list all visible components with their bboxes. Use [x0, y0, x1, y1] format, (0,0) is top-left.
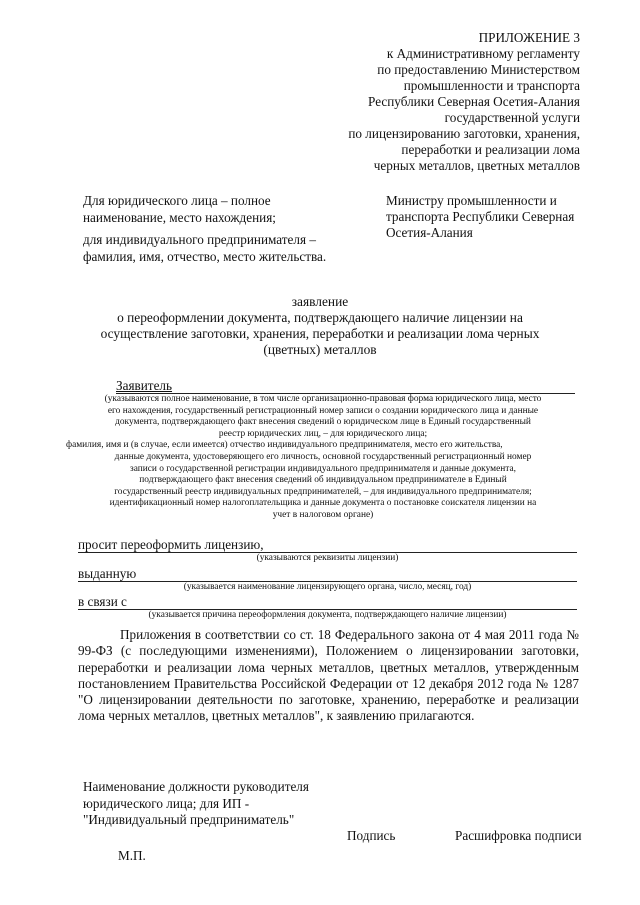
applicant-info-individual: для индивидуального предпринимателя – фамилия, имя, отчество, место жительства. — [83, 232, 327, 264]
reason-label: в связи с — [78, 594, 127, 609]
signatory-position: Наименование должности руководителя юридического лица; для ИП - "Индивидуальный предприниматель" — [83, 779, 309, 827]
title-line: (цветных) металлов — [263, 342, 377, 357]
applicant-note-line: государственный реестр индивидуальных предпринимателей, – для индивидуального предпринимателя; — [114, 486, 532, 497]
request-hint: (указываются реквизиты лицензии) — [256, 553, 399, 563]
applicant-note-line: фамилия, имя и (в случае, если имеется) отчество индивидуального предпринимателя, место его жительства, — [66, 440, 503, 451]
appendix-line: к Административному регламенту — [386, 46, 580, 61]
request-label: просит переоформить лицензию, — [78, 537, 264, 552]
appendix-line: Республики Северная Осетия-Алания — [368, 94, 580, 109]
appendix-line: переработки и реализации лома — [401, 142, 580, 157]
appendix-title: ПРИЛОЖЕНИЕ 3 — [478, 30, 580, 45]
applicant-note-line: записи о государственной регистрации индивидуального предпринимателя и данные документа, — [129, 463, 516, 474]
applicant-info-legal: Для юридического лица – полное наименование, место нахождения; — [83, 193, 276, 225]
stamp-place: М.П. — [118, 848, 146, 863]
attachments-paragraph — [78, 627, 579, 725]
title-line: заявление — [291, 294, 349, 309]
appendix-line: черных металлов, цветных металлов — [373, 158, 580, 173]
title-line: о переоформлении документа, подтверждающего наличие лицензии на — [117, 310, 523, 325]
applicant-note-line: его нахождения, государственный регистрационный номер записи о создании юридического лица и данные — [107, 405, 539, 416]
appendix-line: промышленности и транспорта — [403, 78, 580, 93]
applicant-note-line: подтверждающего факт внесения сведений об индивидуальном предпринимателе в Единый — [139, 475, 507, 486]
appendix-line: по лицензированию заготовки, хранения, — [348, 126, 580, 141]
appendix-line: государственной услуги — [444, 110, 580, 125]
addressee: Министру промышленности и транспорта Республики Северная Осетия-Алания — [386, 193, 575, 240]
appendix-line: по предоставлению Министерством — [377, 62, 580, 77]
applicant-note-line: учет в налоговом органе) — [272, 509, 374, 520]
applicant-note-line: реестр юридических лиц, – для юридического лица; — [218, 428, 428, 439]
paragraph-text: Приложения в соответствии со ст. 18 Федерального закона от 4 мая 2011 года № 99-ФЗ (с последующими изменениями), Положением о лицензировании заготовки, переработки и реализации лома черных металлов, цветных металлов, утвержденным постановлением Правительства Российской Федерации от 12 декабря 2012 года № 1287 "О лицензировании деятельности по заготовке, хранению, переработке и реализации лома черных металлов, цветных металлов", к заявлению прилагаются. — [78, 627, 579, 724]
applicant-info — [83, 193, 353, 265]
applicant-notes — [66, 394, 580, 522]
signature-label: Подпись — [347, 828, 396, 843]
applicant-label: Заявитель — [116, 378, 173, 393]
signature-decode-label: Расшифровка подписи — [455, 828, 582, 843]
title-line: осуществление заготовки, хранения, переработки и реализации лома черных — [100, 326, 540, 341]
applicant-note-line: (указываются полное наименование, в том числе организационно-правовая форма юридического лица, место — [104, 394, 542, 404]
applicant-note-line: документа, подтверждающего факт внесения сведений о юридическом лице в Единый государственный — [115, 417, 531, 428]
reason-hint: (указывается причина переоформления документа, подтверждающего наличие лицензии) — [148, 610, 507, 620]
applicant-note-line: данные документа, удостоверяющего его личность, основной государственный регистрационный номер — [114, 451, 532, 462]
document-title — [70, 294, 570, 358]
issued-label: выданную — [78, 566, 137, 581]
applicant-note-line: идентификационный номер налогоплательщика и данные документа о постановке соискателя лицензии на — [109, 498, 537, 509]
issued-hint: (указывается наименование лицензирующего органа, число, месяц, год) — [183, 582, 472, 592]
appendix-header — [280, 30, 580, 174]
